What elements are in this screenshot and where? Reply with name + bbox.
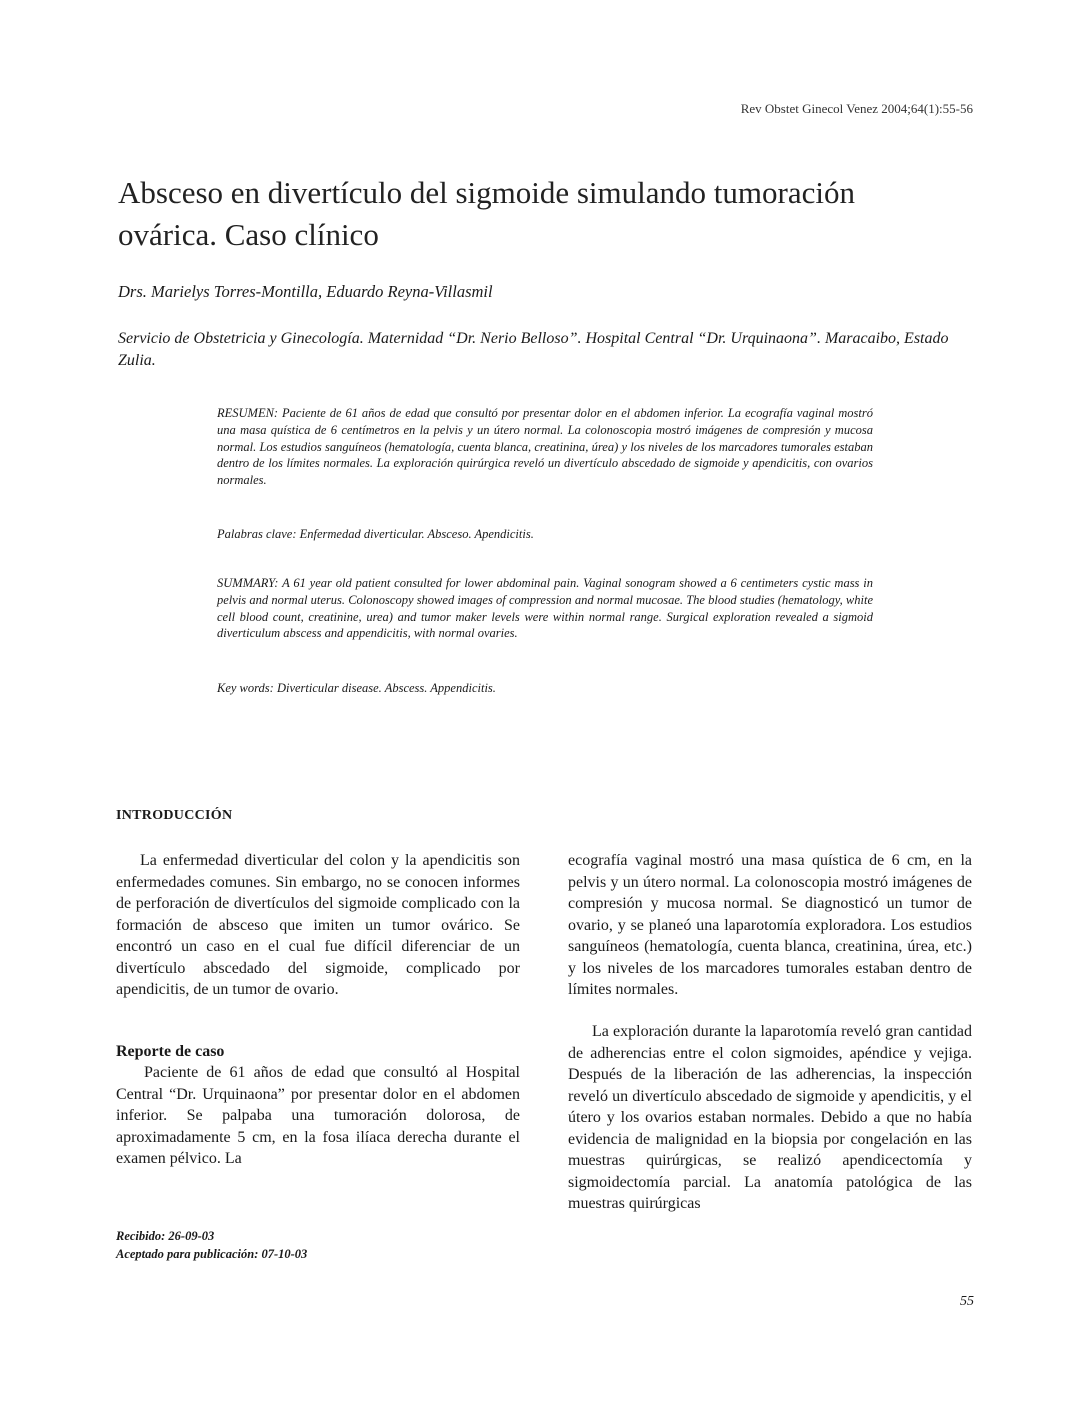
case-report-paragraph: Paciente de 61 años de edad que consultó al Hospital Central “Dr. Urquinaona” por presentar dolor en el abdomen inferior. Se palpaba una tumoración dolorosa, de aproximadamente 5 cm, en la fosa ilíaca derecha durante el examen pélvico. La [116, 1064, 520, 1167]
keywords-english: Key words: Diverticular disease. Abscess. Appendicitis. [217, 681, 496, 695]
author-affiliation: Servicio de Obstetricia y Ginecología. Maternidad “Dr. Nerio Belloso”. Hospital Central “Dr. Urquinaona”. Maracaibo, Estado Zulia. [118, 330, 949, 369]
laparotomy-findings-paragraph: La exploración durante la laparotomía reveló gran cantidad de adherencias entre el colon sigmoides, apéndice y vejiga. Después de la liberación de las adherencias, la inspección reveló un divertículo abscedado de sigmoide y apendicitis, y el útero y los ovarios estaban normales. Debido a que no había evidencia de malignidad en la biopsia por congelación en las muestras quirúrgicas, se realizó apendicectomía y sigmoidectomía parcial. La anatomía patológica de las muestras quirúrgicas [568, 1023, 972, 1212]
introduction-paragraph: La enfermedad diverticular del colon y la apendicitis son enfermedades comunes. Sin embargo, no se conocen informes de perforación de divertículos del sigmoide complicado con la formación de absceso que imiten un tumor ovárico. Se encontró un caso en el cual fue difícil diferenciar de un divertículo abscedado del sigmoide, complicado por apendicitis, de un tumor de ovario. [116, 852, 520, 998]
section-heading-introduction: INTRODUCCIÓN [116, 808, 233, 823]
case-report-continuation-paragraph: ecografía vaginal mostró una masa quística de 6 cm, en la pelvis y un útero normal. La colonoscopia mostró imágenes de compresión y mucosa normal. Se diagnosticó un tumor de ovario, y se planeó una laparotomía exploradora. Los estudios sanguíneos (hematología, cuenta blanca, creatinina, úrea, etc.) y los niveles de los marcadores tumorales estaban dentro de límites normales. [568, 852, 972, 998]
received-date: Recibido: 26-09-03 [116, 1229, 215, 1243]
abstract-spanish: RESUMEN: Paciente de 61 años de edad que consultó por presentar dolor en el abdomen inferior. La ecografía vaginal mostró una masa quística de 6 centímetros en la pelvis y un útero normal. La colonoscopia mostró imágenes de compresión y mucosa normal. Los estudios sanguíneos (hematología, cuenta blanca, creatinina, úrea) y los niveles de los marcadores tumorales estaban dentro de los límites normales. La exploración quirúrgica reveló un divertículo abscedado de sigmoide y apendicitis, con ovarios normales. [217, 406, 873, 488]
journal-reference: Rev Obstet Ginecol Venez 2004;64(1):55-56 [740, 101, 973, 116]
accepted-date: Aceptado para publicación: 07-10-03 [116, 1247, 308, 1261]
abstract-english: SUMMARY: A 61 year old patient consulted for lower abdominal pain. Vaginal sonogram showed a 6 centimeters cystic mass in pelvis and normal uterus. Colonoscopy showed images of compression and normal mucosae. The blood studies (hematology, white cell blood count, creatinine, urea) and tumor maker levels were within normal range. Surgical exploration revealed a sigmoid diverticulum abscess and appendicitis, with normal ovaries. [217, 576, 873, 641]
article-authors: Drs. Marielys Torres-Montilla, Eduardo Reyna-Villasmil [118, 282, 493, 301]
keywords-spanish: Palabras clave: Enfermedad diverticular. Absceso. Apendicitis. [217, 527, 534, 541]
page-number: 55 [960, 1294, 974, 1309]
article-title: Absceso en divertículo del sigmoide simulando tumoración ovárica. Caso clínico [118, 175, 855, 252]
section-heading-case-report: Reporte de caso [116, 1043, 225, 1060]
submission-dates [116, 1227, 307, 1263]
